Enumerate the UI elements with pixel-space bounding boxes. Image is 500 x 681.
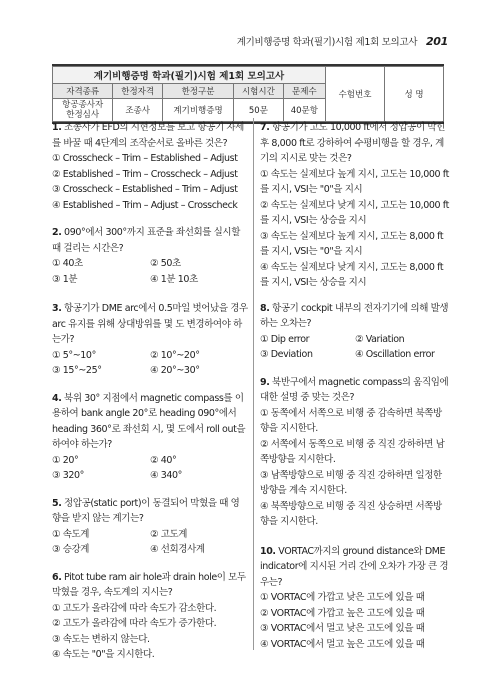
answer-options <box>52 601 248 663</box>
question-6 <box>52 570 248 663</box>
question-number: 1. <box>52 122 62 133</box>
answer-options <box>260 406 450 530</box>
name-cell: 성 명 <box>385 67 444 122</box>
question-5 <box>52 496 248 558</box>
running-header <box>237 34 448 48</box>
answer-option: ② 속도는 실제보다 낮게 지시, 고도는 10,000 ft를 지시, VSI는 상승을 지시 <box>260 199 449 226</box>
answer-option: ① 40초 <box>52 258 83 269</box>
question-number: 3. <box>52 303 62 314</box>
question-stem <box>52 496 248 527</box>
question-stem <box>260 375 450 406</box>
header-cell: 자격종류 <box>53 84 113 99</box>
answer-option: ② 40° <box>150 454 177 466</box>
answer-option: ① 5°~10° <box>52 349 96 361</box>
question-3 <box>52 301 248 379</box>
question-text: VORTAC까지의 ground distance와 DME indicator에 지시된 거리 간에 오차가 가장 큰 경우는? <box>260 545 449 588</box>
question-text: 090°에서 300°까지 표준율 좌선회를 실시할 때 걸리는 시간은? <box>52 227 240 254</box>
answer-option: ② 서쪽에서 동쪽으로 비행 중 직진 강하하면 남쪽방향을 지시한다. <box>260 438 445 465</box>
value-cell: 40문항 <box>283 99 325 122</box>
answer-option: ① 속도계 <box>52 528 90 540</box>
question-number: 8. <box>260 302 270 314</box>
answer-option: ④ Established – Trim – Adjust – Crosscheck <box>52 199 238 211</box>
answer-option: ④ 1분 10초 <box>150 273 198 285</box>
question-stem <box>52 225 248 256</box>
answer-option: ② 50초 <box>150 258 181 269</box>
answer-options <box>260 590 450 652</box>
question-number: 9. <box>260 376 270 388</box>
answer-option: ③ 속도는 실제보다 높게 지시, 고도는 8,000 ft를 지시, VSI는 "0"을 지시 <box>260 230 444 257</box>
right-column <box>260 120 450 652</box>
question-stem <box>260 544 450 591</box>
header-cell: 한정자격 <box>113 84 163 99</box>
running-title: 계기비행증명 학과(필기)시험 제1회 모의고사 <box>236 37 418 48</box>
question-4 <box>52 391 248 484</box>
answer-options <box>52 151 248 213</box>
value-cell: 항공종사자 한정심사 <box>53 99 113 122</box>
answer-option: ① 고도가 올라감에 따라 속도가 감소한다. <box>52 602 217 614</box>
question-text: 조종사가 EFD의 시현정보를 보고 항공기 자세를 바꿀 때 4단계의 조작순서로 올바른 것은? <box>52 122 244 149</box>
answer-options <box>52 256 248 287</box>
question-7 <box>260 120 450 291</box>
question-number: 5. <box>52 497 62 509</box>
page-number: 201 <box>425 35 448 48</box>
answer-option: ③ 승강계 <box>52 544 90 555</box>
question-number: 10. <box>260 545 276 557</box>
answer-option: ② 10°~20° <box>150 349 200 361</box>
question-2 <box>52 225 248 287</box>
answer-option: ④ 20°~30° <box>150 365 200 376</box>
answer-option: ③ 1분 <box>52 273 78 285</box>
question-9 <box>260 375 450 530</box>
answer-option: ④ VORTAC에서 멀고 높은 고도에 있을 때 <box>260 638 425 650</box>
answer-option: ③ 속도는 변하지 않는다. <box>52 633 150 645</box>
question-stem <box>52 301 248 348</box>
header-cell: 시험시간 <box>234 84 284 99</box>
question-stem <box>52 391 248 453</box>
answer-option: ① VORTAC에 가깝고 낮은 고도에 있을 때 <box>260 592 425 603</box>
exam-no-cell: 수험번호 <box>326 67 385 122</box>
answer-options <box>260 167 450 291</box>
question-stem <box>260 120 450 167</box>
answer-option: ③ 남쪽방향으로 비행 중 직진 강하하면 일정한 방향을 계속 지시한다. <box>260 469 442 496</box>
answer-option: ① 20° <box>52 454 79 466</box>
answer-option: ③ 320° <box>52 470 85 481</box>
answer-options <box>260 332 450 363</box>
column-divider <box>253 118 254 650</box>
question-10 <box>260 544 450 653</box>
exam-info-table <box>52 64 444 124</box>
question-1 <box>52 120 248 213</box>
question-text: Pitot tube ram air hole과 drain hole이 모두 막혔을 경우, 속도계의 지시는? <box>52 571 246 598</box>
value-cell: 계기비행증명 <box>162 99 233 122</box>
answer-options <box>52 453 248 484</box>
answer-option: ④ 340° <box>150 470 183 481</box>
answer-option: ④ 속도는 "0"을 지시한다. <box>52 649 155 660</box>
answer-option: ④ 선회경사계 <box>150 544 205 555</box>
header-cell: 한정구분 <box>162 84 233 99</box>
question-text: 항공기가 고도 10,000 ft에서 정압공이 막힌 후 8,000 ft로 강하하여 수평비행을 할 경우, 계기의 지시로 맞는 것은? <box>260 122 445 164</box>
question-text: 항공기 cockpit 내부의 전자기기에 의해 발생하는 오차는? <box>260 302 449 329</box>
question-text: 북반구에서 magnetic compass의 움직임에 대한 설명 중 맞는 것은? <box>260 376 449 403</box>
answer-option: ② VORTAC에 가깝고 높은 고도에 있을 때 <box>260 607 425 619</box>
question-text: 북위 30° 지점에서 magnetic compass를 이용하여 bank angle 20°로 heading 090°에서 heading 360°로 좌선회 시, 몇 도에서 roll out을 하여야 하는가? <box>52 392 246 450</box>
answer-option: ① Dip error <box>260 333 310 345</box>
answer-option: ② Established – Trim – Crosscheck – Adjust <box>52 168 238 180</box>
answer-options <box>52 348 248 379</box>
answer-option: ① 동쪽에서 서쪽으로 비행 중 감속하면 북쪽방향을 지시한다. <box>260 407 442 434</box>
answer-option: ④ Oscillation error <box>355 349 435 360</box>
answer-option: ③ Deviation <box>260 349 313 360</box>
question-number: 7. <box>260 122 270 133</box>
answer-option: ③ 15°~25° <box>52 365 102 376</box>
question-text: 항공기가 DME arc에서 0.5마일 벗어났을 경우 arc 유지를 위해 상대방위를 몇 도 변경하여야 하는가? <box>52 303 248 345</box>
question-stem <box>52 120 248 151</box>
answer-option: ② Variation <box>355 333 405 345</box>
answer-option: ① 속도는 실제보다 높게 지시, 고도는 10,000 ft를 지시, VSI는 "0"을 지시 <box>260 168 449 195</box>
answer-option: ④ 속도는 실제보다 낮게 지시, 고도는 8,000 ft를 지시, VSI는 상승을 지시 <box>260 261 444 288</box>
answer-option: ④ 북쪽방향으로 비행 중 직진 상승하면 서쪽방향을 지시한다. <box>260 500 442 527</box>
answer-option: ② 고도계 <box>150 528 188 540</box>
left-column <box>52 120 248 663</box>
question-number: 4. <box>52 392 62 404</box>
answer-option: ② 고도가 올라감에 따라 속도가 증가한다. <box>52 618 217 629</box>
question-number: 6. <box>52 571 62 583</box>
question-stem <box>260 301 450 332</box>
answer-option: ③ Crosscheck – Established – Trim – Adjust <box>52 184 238 195</box>
value-cell: 50문 <box>234 99 284 122</box>
question-number: 2. <box>52 227 62 238</box>
answer-option: ③ VORTAC에서 멀고 낮은 고도에 있을 때 <box>260 623 425 634</box>
value-cell: 조종사 <box>113 99 163 122</box>
answer-options <box>52 527 248 558</box>
question-8 <box>260 301 450 363</box>
exam-title: 계기비행증명 학과(필기)시험 제1회 모의고사 <box>53 67 326 84</box>
header-cell: 문제수 <box>283 84 325 99</box>
question-stem <box>52 570 248 601</box>
question-text: 정압공(static port)이 동결되어 막혔을 때 영향을 받지 않는 계기는? <box>52 497 240 524</box>
answer-option: ① Crosscheck – Trim – Established – Adjust <box>52 153 238 164</box>
